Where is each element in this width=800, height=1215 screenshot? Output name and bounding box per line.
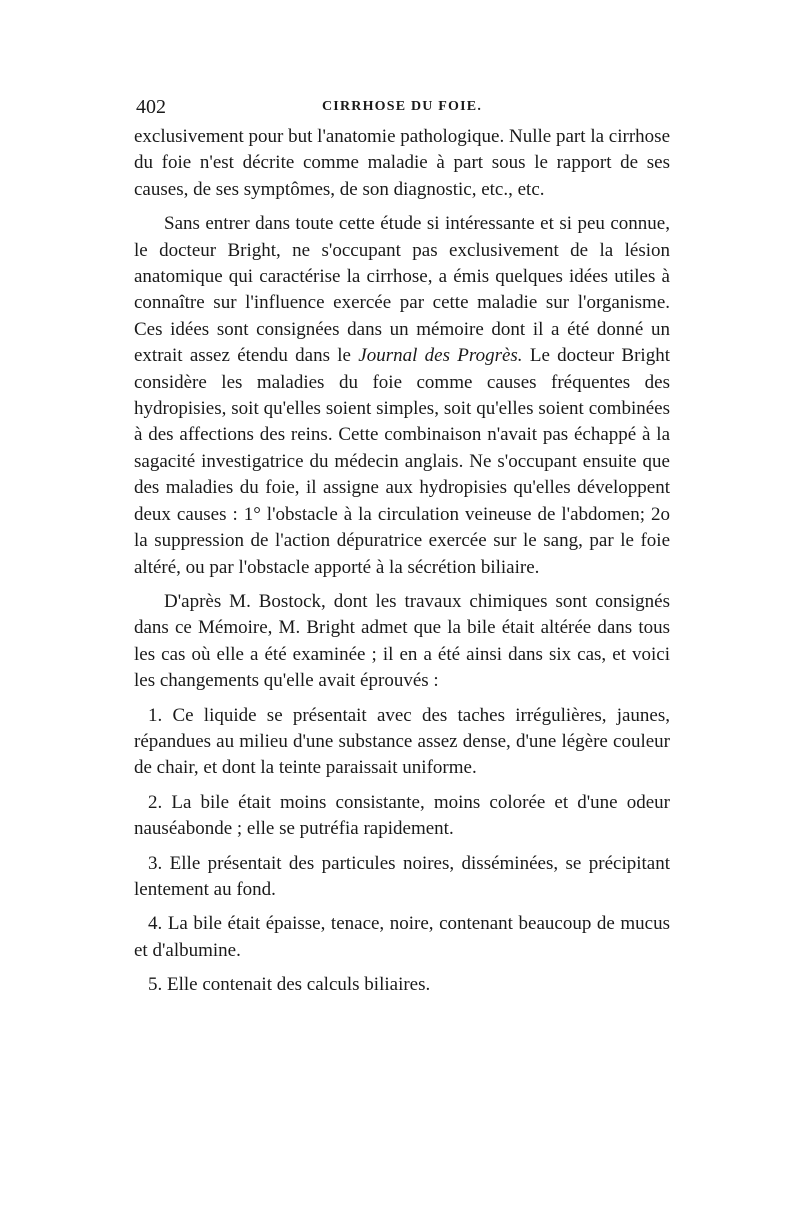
paragraph-bostock: D'après M. Bostock, dont les travaux chimiques sont consignés dans ce Mémoire, M. Bright admet que la bile était altérée dans tous les cas où elle a été examinée ; il en a été ainsi dans six cas, et voici les changements qu'elle avait éprouvés : <box>134 590 670 692</box>
journal-title: Journal des Progrès. <box>358 345 523 367</box>
list-item: 1. Ce liquide se présentait avec des taches irrégulières, jaunes, répandues au milieu d'une substance assez dense, d'une légère couleur de chair, et dont la teinte paraissait uniforme. <box>134 704 670 779</box>
list-item: 5. Elle contenait des calculs biliaires. <box>148 974 431 996</box>
paragraph-bright <box>134 211 670 581</box>
list-item: 3. Elle présentait des particules noires, disséminées, se précipitant lentement au fond. <box>134 852 670 900</box>
running-head <box>136 96 668 120</box>
page-number: 402 <box>136 96 166 118</box>
paragraph-continuation: exclusivement pour but l'anatomie pathologique. Nulle part la cirrhose du foie n'est décrite comme maladie à part sous le rapport de ses causes, de ses symptômes, de son diagnostic, etc., etc. <box>134 126 670 200</box>
list-item: 4. La bile était épaisse, tenace, noire, contenant beaucoup de mucus et d'albumine. <box>134 913 670 961</box>
list-item: 2. La bile était moins consistante, moins colorée et d'une odeur nauséabonde ; elle se putréfia rapidement. <box>134 791 670 840</box>
running-title: CIRRHOSE DU FOIE. <box>321 99 483 114</box>
text-body <box>134 124 670 999</box>
paragraph-text: Sans entrer dans toute cette étude si intéressante et si peu connue, le docteur Bright, ne s'occupant pas exclusivement de la lésion anatomique qui caractérise la cirrhose, a émis quelques idées utiles à connaître sur l'influence exercée par cette maladie sur l'organisme. Ces idées sont consignées dans un mémoire dont il a été donné un extrait assez étendu dans le <box>134 213 670 367</box>
paragraph-text: Le docteur Bright considère les maladies du foie comme causes fréquentes des hydropisies, soit qu'elles soient simples, soit qu'elles soient combinées à des affections des reins. Cette combinaison n'avait pas échappé à la sagacité investigatrice du médecin anglais. Ne s'occupant ensuite que des maladies du foie, il assigne aux hydropisies qu'elles développent deux causes : 1° l'obstacle à la circulation veineuse de l'abdomen; 2o la suppression de l'action dépuratrice exercée sur le sang, par le foie altéré, ou par l'obstacle apporté à la sécrétion biliaire. <box>134 345 670 578</box>
